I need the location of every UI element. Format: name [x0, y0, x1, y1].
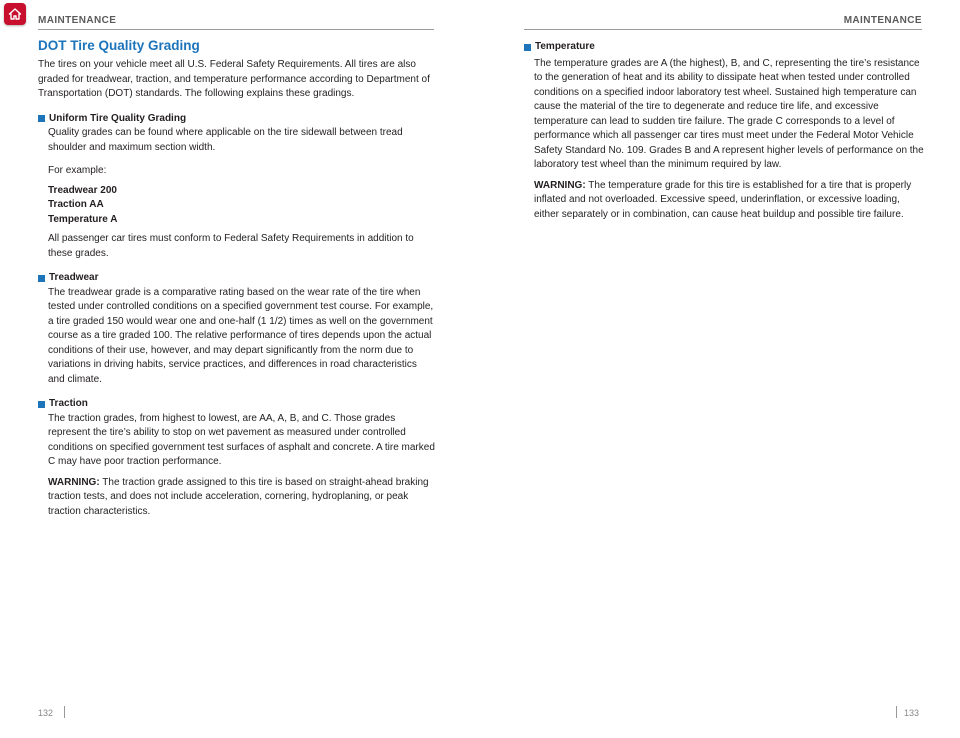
right-page: [480, 0, 960, 738]
right-column: [524, 40, 924, 222]
warning-text: The traction grade assigned to this tire is based on straight-ahead braking traction tests, and does not include acceleration, cornering, hydroplaning, or peak traction characteristics.: [48, 476, 429, 517]
page-number-right: 133: [904, 708, 920, 718]
treadwear-heading-text: Treadwear: [49, 272, 99, 283]
section-header-left: MAINTENANCE: [38, 15, 117, 26]
left-column: [38, 58, 436, 519]
example-temperature: Temperature A: [48, 213, 118, 225]
temperature-heading: [524, 40, 924, 55]
section-header-right: MAINTENANCE: [843, 15, 922, 26]
example-treadwear: Treadwear 200: [48, 184, 117, 196]
footer-divider-right: [896, 706, 897, 718]
square-bullet-icon: [38, 401, 45, 408]
traction-heading-text: Traction: [49, 398, 88, 409]
home-icon: [8, 7, 22, 21]
uniform-note: All passenger car tires must conform to Federal Safety Requirements in addition to these grades.: [48, 233, 414, 259]
warning-label: WARNING:: [534, 179, 586, 191]
example-traction: Traction AA: [48, 199, 104, 210]
traction-body: The traction grades, from highest to lowest, are AA, A, B, and C. Those grades represent the tire’s ability to stop on wet pavement as measured under controlled conditions on specified government test surfaces of asphalt and concrete. A tire marked C may have poor traction performance.: [48, 412, 435, 467]
treadwear-body: The treadwear grade is a comparative rating based on the wear rate of the tire when tested under controlled conditions on a specified government test course. For example, a tire graded 150 would wear one and one-half (1 1/2) times as well on the government course as a tire graded 100. The relative performance of tires depends upon the actual conditions of their use, however, and may depart significantly from the norm due to variations in driving habits, service practices, and differences in road characteristics and climate.: [48, 286, 434, 385]
square-bullet-icon: [38, 115, 45, 122]
warning-text: The temperature grade for this tire is established for a tire that is properly inflated and not overloaded. Excessive speed, underinflation, or excessive loading, either separately or in combination, can cause heat buildup and possible tire failure.: [534, 179, 912, 220]
uniform-heading: [38, 112, 436, 127]
treadwear-heading: [38, 271, 436, 286]
temperature-body: The temperature grades are A (the highest), B, and C, representing the tire’s resistance to the generation of heat and its ability to dissipate heat when tested under controlled conditions on a specified indoor laboratory test wheel. Sustained high temperature can cause the material of the tire to degenerate and reduce tire life, and excessive temperature can lead to sudden tire failure. The grade C corresponds to a level of performance which all passenger car tires must meet under the Federal Motor Vehicle Safety Standard No. 109. Grades B and A represent higher levels of performance on the laboratory test wheel than the minimum required by law.: [534, 57, 924, 170]
temperature-heading-text: Temperature: [535, 41, 595, 52]
example-label: For example:: [48, 165, 107, 176]
warning-label: WARNING:: [48, 476, 100, 488]
square-bullet-icon: [38, 275, 45, 282]
uniform-heading-text: Uniform Tire Quality Grading: [49, 112, 187, 124]
uniform-body: Quality grades can be found where applicable on the tire sidewall between tread shoulder and maximum section width.: [48, 127, 403, 153]
home-button[interactable]: [4, 3, 26, 25]
footer-divider-left: [64, 706, 65, 718]
page-title: DOT Tire Quality Grading: [38, 38, 200, 53]
header-rule-right: [524, 29, 922, 30]
page-number-left: 132: [38, 708, 54, 718]
temperature-warning: [524, 179, 924, 223]
traction-warning: [38, 476, 436, 520]
intro-paragraph: The tires on your vehicle meet all U.S. Federal Safety Requirements. All tires are also graded for treadwear, traction, and temperature performance according to Department of Transportation (DOT) standards. The following explains these gradings.: [38, 59, 430, 99]
square-bullet-icon: [524, 44, 531, 51]
traction-heading: [38, 397, 436, 412]
header-rule-left: [38, 29, 434, 30]
